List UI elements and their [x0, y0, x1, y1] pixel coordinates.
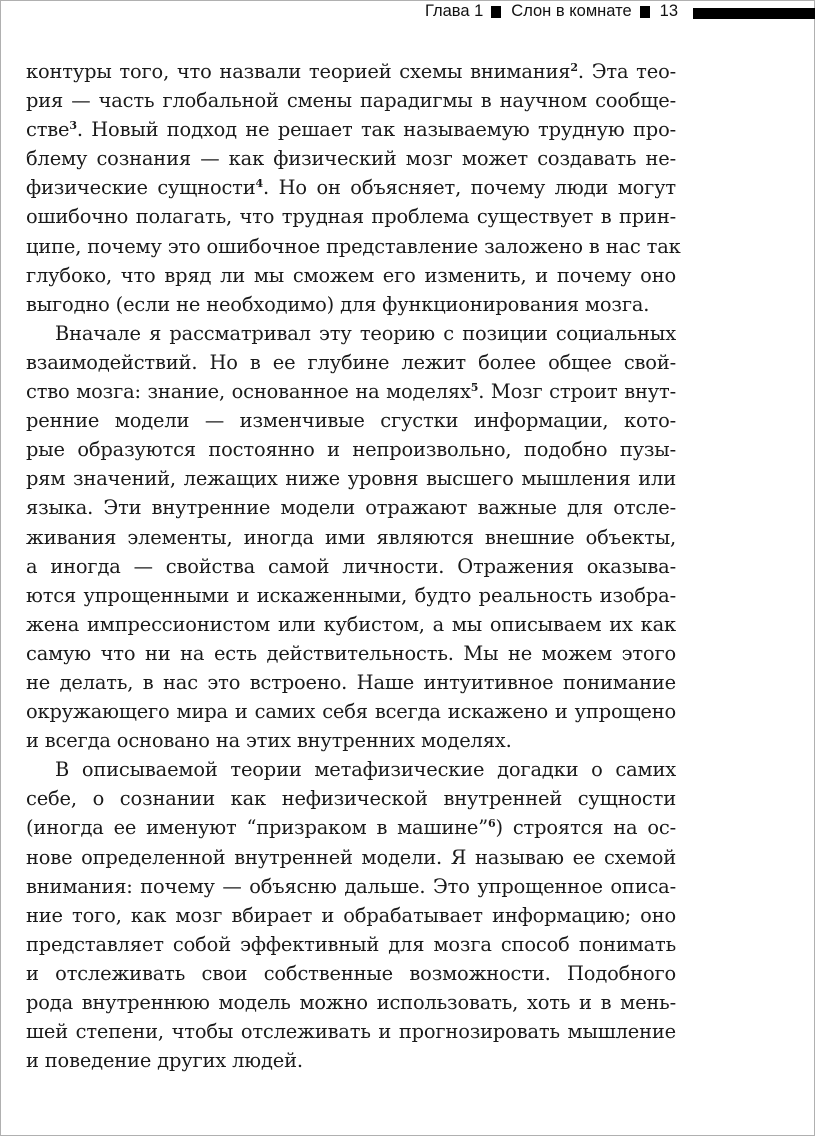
- body-text: [26, 57, 681, 1075]
- text-line: жена импрессионистом или кубистом, а мы описываем их как: [26, 612, 676, 636]
- text-line: самую что ни на есть действительность. Мы не можем этого: [26, 641, 676, 665]
- text-line: а иногда — свойства самой личности. Отражения оказыва-: [26, 554, 676, 578]
- text-line: рия — часть глобальной смены парадигмы в научном сообще-: [26, 89, 676, 113]
- footnote-marker[interactable]: 2: [570, 61, 578, 74]
- running-header: [0, 1, 815, 25]
- text-line: стве$^3$. Новый подход не решает так называемую трудную про-: [26, 118, 676, 142]
- text-line: контуры того, что назвали теорией схемы внимания$^2$. Эта тео-: [26, 60, 676, 83]
- text-line: ошибочно полагать, что трудная проблема существует в прин-: [26, 205, 676, 229]
- text-line: внимания: почему — объясню дальше. Это упрощенное описа-: [26, 874, 676, 898]
- text-line: ство мозга: знание, основанное на моделях$^5$. Мозг строит внут-: [26, 380, 676, 404]
- text-line: Вначале я рассматривал эту теорию с позиции социальных: [55, 321, 676, 345]
- text-line: взаимодействий. Но в ее глубине лежит более общее свой-: [26, 350, 676, 374]
- page-number: 13: [659, 2, 678, 20]
- text-line: ципе, почему это ошибочное представление заложено в нас так: [26, 234, 681, 258]
- text-line: и поведение других людей.: [26, 1049, 303, 1073]
- footnote-marker[interactable]: 3: [69, 119, 77, 133]
- footnote-marker[interactable]: 6: [487, 817, 496, 831]
- text-line: себе, о сознании как нефизической внутренней сущности: [26, 787, 676, 811]
- text-line: и всегда основано на этих внутренних моделях.: [26, 729, 512, 753]
- chapter-label: Глава 1: [424, 2, 484, 20]
- chapter-title: Слон в комнате: [511, 2, 632, 20]
- paragraph: [26, 57, 681, 319]
- text-line: рые образуются постоянно и непроизвольно, подобно пузы-: [26, 438, 676, 462]
- text-line: В описываемой теории метафизические догадки о самих: [55, 758, 676, 782]
- text-line: не делать, в нас это встроено. Наше интуитивное понимание: [26, 670, 676, 694]
- text-line: блему сознания — как физический мозг может создавать не-: [26, 147, 676, 171]
- text-line: рода внутреннюю модель можно использовать, хоть и в мень-: [26, 991, 676, 1014]
- text-line: представляет собой эффективный для мозга способ понимать: [26, 932, 676, 956]
- text-line: языка. Эти внутренние модели отражают важные для отсле-: [26, 496, 676, 520]
- text-line: живания элементы, иногда ими являются внешние объекты,: [26, 525, 676, 549]
- text-line: физические сущности$^4$. Но он объясняет, почему люди могут: [26, 176, 676, 200]
- footnote-marker[interactable]: 5: [470, 381, 479, 395]
- text-line: глубоко, что вряд ли мы сможем его изменить, и почему оно: [26, 263, 676, 287]
- text-line: ются упрощенными и искаженными, будто реальность изобра-: [26, 583, 676, 607]
- separator-square-icon: [491, 6, 501, 18]
- text-line: выгодно (если не необходимо) для функционирования мозга.: [26, 292, 650, 316]
- text-line: ние того, как мозг вбирает и обрабатывает информацию; оно: [26, 903, 676, 927]
- text-line: рям значений, лежащих ниже уровня высшего мышления или: [26, 467, 676, 491]
- text-line: и отслеживать свои собственные возможности. Подобного: [26, 961, 676, 985]
- text-line: ренние модели — изменчивые сгустки информации, кото-: [26, 409, 676, 433]
- text-line: (иногда ее именуют “призраком в машине”$^6$) строятся на ос-: [26, 816, 676, 840]
- header-text: [425, 2, 678, 21]
- text-line: шей степени, чтобы отслеживать и прогнозировать мышление: [26, 1020, 676, 1044]
- text-line: окружающего мира и самих себя всегда искажено и упрощено: [26, 700, 676, 724]
- paragraph: [26, 755, 676, 1075]
- text-line: нове определенной внутренней модели. Я называю ее схемой: [26, 845, 676, 869]
- separator-square-icon: [640, 6, 650, 18]
- footnote-marker[interactable]: 4: [255, 177, 264, 191]
- header-bar: [693, 8, 815, 19]
- paragraph: [26, 319, 676, 755]
